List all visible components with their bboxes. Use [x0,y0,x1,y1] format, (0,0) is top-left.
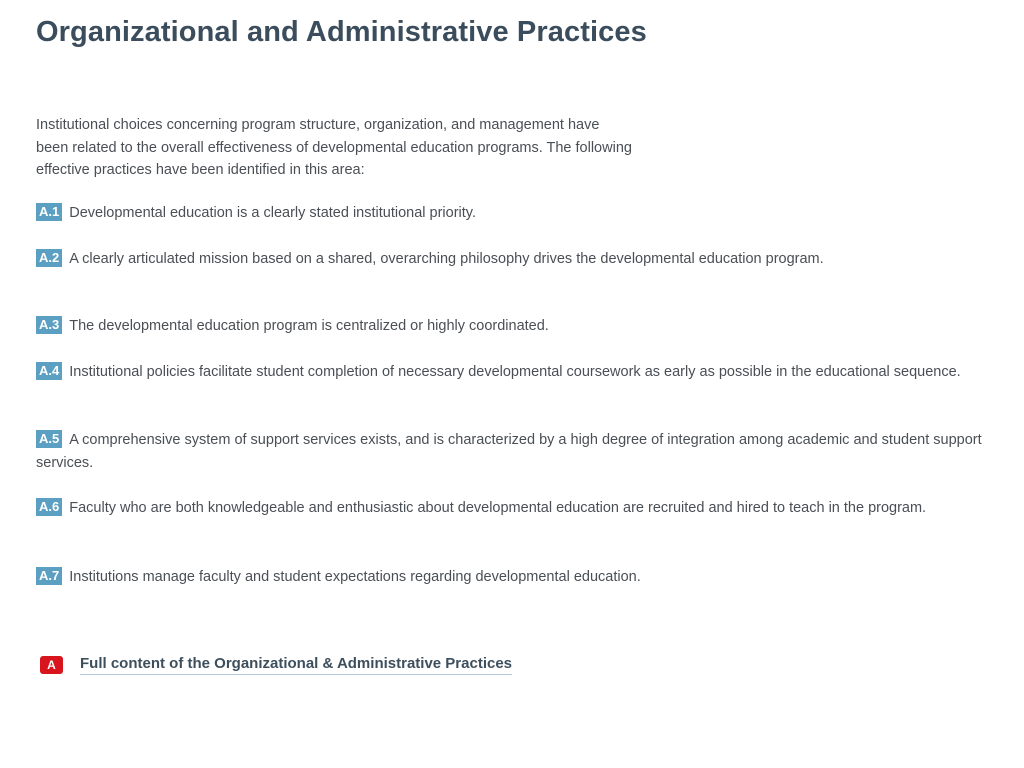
intro-line: Institutional choices concerning program structure, organization, and management have [36,117,600,133]
practice-item-a1 [36,202,1011,225]
practice-text: Institutional policies facilitate student completion of necessary developmental coursework as early as possible in the educational sequence. [69,364,961,380]
practice-text: Institutions manage faculty and student expectations regarding developmental education. [69,569,641,585]
practice-text: A clearly articulated mission based on a shared, overarching philosophy drives the developmental education program. [69,251,824,267]
practice-code-badge: A.7 [36,567,62,585]
page-title: Organizational and Administrative Practices [36,16,647,48]
practice-text: The developmental education program is centralized or highly coordinated. [69,318,549,334]
practice-item-a6 [36,497,1011,520]
practice-item-a5 [36,429,1011,474]
practice-code-badge: A.5 [36,430,62,448]
practice-code-badge: A.1 [36,203,62,221]
intro-line: been related to the overall effectiveness of developmental education programs. The following [36,139,632,156]
section-a-icon: A [40,656,63,674]
intro-paragraph [36,114,836,182]
practice-code-badge: A.6 [36,498,62,516]
practice-code-badge: A.4 [36,362,62,380]
full-content-link-text[interactable]: Full content of the Organizational & Administrative Practices [80,655,512,675]
practice-item-a3 [36,315,1011,338]
practice-text: Faculty who are both knowledgeable and enthusiastic about developmental education are recruited and hired to teach in the program. [69,500,927,516]
intro-line: effective practices have been identified in this area: [36,162,365,178]
practice-text: A comprehensive system of support services exists, and is characterized by a high degree of integration among academic and student support services. [36,432,982,471]
practice-code-badge: A.2 [36,249,62,267]
practice-text: Developmental education is a clearly stated institutional priority. [69,205,476,221]
full-content-link[interactable] [40,655,512,675]
practice-item-a4 [36,361,1011,384]
practice-item-a7 [36,566,1011,589]
practice-code-badge: A.3 [36,316,62,334]
practice-item-a2 [36,248,1011,271]
